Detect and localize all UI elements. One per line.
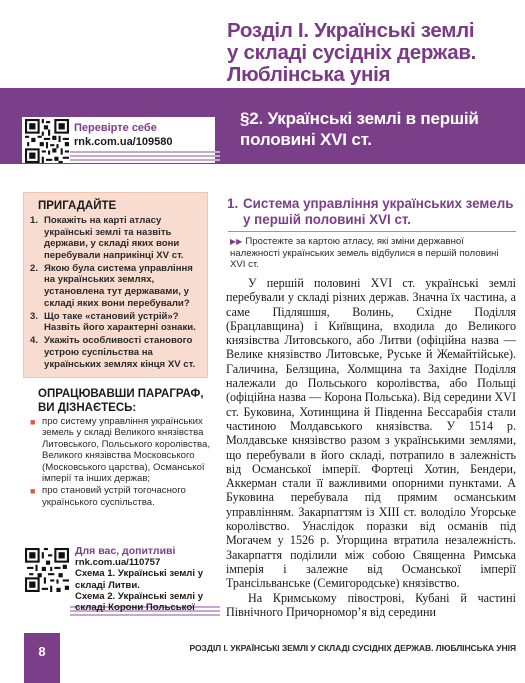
- item-text: Укажіть особливості станового устрою суспільства на українських землях кінця XV ст.: [44, 335, 196, 370]
- chapter-title-line: Розділ І. Українські землі: [227, 19, 475, 42]
- qr-code-icon[interactable]: [25, 548, 69, 592]
- subsection-number: 1.: [227, 196, 239, 211]
- list-item: [30, 335, 205, 370]
- item-text: Що таке «становий устрій»? Назвіть його характерні ознаки.: [44, 310, 196, 334]
- section-title-line-1: [240, 108, 515, 129]
- list-item: [30, 416, 210, 484]
- item-number: 3.: [30, 310, 39, 322]
- curious-title: Для вас, допитливі: [75, 545, 176, 557]
- check-yourself-label: Перевірте себе: [74, 122, 157, 134]
- scheme-1-text: Українські землі у складі Литви.: [75, 568, 204, 591]
- check-yourself-link[interactable]: [74, 121, 172, 149]
- page-number: 8: [38, 644, 46, 659]
- item-number: 2.: [30, 262, 39, 274]
- chapter-title-line: у складі сусідніх держав.: [227, 41, 477, 64]
- curious-url[interactable]: rnk.com.ua/110757: [75, 557, 161, 569]
- scheme-1[interactable]: [75, 568, 205, 590]
- square-bullet-icon: ■: [30, 417, 36, 427]
- list-item: [30, 485, 210, 508]
- item-number: 1.: [30, 215, 39, 226]
- running-title: РОЗДІЛ І. УКРАЇНСЬКІ ЗЕМЛІ У СКЛАДІ СУСІДНІХ ДЕРЖАВ. ЛЮБЛІНСЬКА УНІЯ: [189, 643, 516, 653]
- chapter-title-line: Люблінська унія: [227, 63, 391, 86]
- paragraph: У першій половині XVI ст. українські землі перебували у складі різних держав. Значна їх частина, а саме Підляшшя, Волинь, Східне Поділля (Брацлавщина) і Київщина, входила до Великого князівства Литовського, або Литви (офіційна назва — Велике князівство Литовське, Руське й Жемайтійське). Галичина, Белзщина, Холмщина та Західне Поділля належали до Польського королівства, або Польщі (офіційна назва — Корона Польська). Від середини XVI ст. Буковина, Хотинщина й Південна Бессарабія стали частиною Молдавського князівства. У 1514 р. Молдавське князівство разом з українськими землями, що перебували в його складі, потрапило в залежність від Османської імперії. Фортеці Хотин, Бендери, Аккерман стали її важливими опорними пунктами. А Буковина перебувала під прямим османським управлінням. Закарпаттям із XIII ст. володіло Угорське королівство. Унаслідок поразки від османів під Могачем у 1526 р. Угорщина втратила незалежність. Закарпаття поділили між собою Священна Римська імперія і залежне від Османської імперії Трансільванське (Семигородське) князівство.: [226, 276, 516, 591]
- task-text: Простежте за картою атласу, які зміни державної належності українських земель відбулися в першій половині XVI ст.: [230, 236, 499, 271]
- paragraph: На Кримському півострові, Кубані й частині Північного Причорномор’я від середини: [226, 590, 516, 619]
- remember-list: [30, 215, 205, 372]
- check-yourself-url[interactable]: rnk.com.ua/109580: [74, 136, 173, 148]
- list-item: [30, 215, 205, 261]
- chapter-title: [227, 20, 517, 86]
- remember-heading: ПРИГАДАЙТЕ: [38, 200, 117, 212]
- scheme-2-text: Українські землі у складі Корони Польської: [75, 590, 204, 614]
- square-bullet-icon: ■: [30, 486, 36, 497]
- decorative-stripes: [70, 151, 220, 163]
- subsection-title-line-1: Система управління українських земель: [243, 196, 514, 211]
- list-item: [30, 263, 205, 309]
- subsection-title: [227, 196, 517, 228]
- scheme-2[interactable]: [75, 591, 205, 613]
- item-text: Покажіть на карті атласу українські землі та назвіть держави, у складі яких вони перебували наприкінці XV ст.: [44, 215, 184, 261]
- learn-list: [30, 416, 210, 509]
- learn-heading: ОПРАЦЮВАВШИ ПАРАГРАФ, ВИ ДІЗНАЄТЕСЬ:: [38, 388, 204, 414]
- item-text: про систему управління українських земель у складі Великого князівства Литовського, Польського королівства, Великого князівства Московського (Московського царства), Османської імперії та інших держав;: [42, 416, 210, 485]
- section-title-line-2: половині XVI ст.: [240, 130, 372, 149]
- item-text: про становий устрій тогочасного українського суспільства.: [42, 485, 186, 508]
- section-title: [240, 108, 515, 150]
- body-text: [226, 276, 516, 619]
- scheme-2-label: Схема 2.: [75, 590, 116, 602]
- double-arrow-icon: ▶▶: [230, 237, 243, 246]
- section-title-text: Українські землі в першій: [267, 109, 479, 128]
- curious-text: [75, 546, 205, 613]
- qr-code-icon[interactable]: [25, 119, 69, 163]
- divider: [228, 231, 516, 232]
- item-number: 4.: [30, 335, 39, 347]
- item-text: Якою була система управління на українських землях, установлена тут державами, у складі яких вони перебували?: [44, 262, 193, 309]
- scheme-1-label: Схема 1.: [75, 568, 116, 580]
- section-number: §2.: [240, 109, 264, 128]
- subsection-title-line-2: у першій половині XVI ст.: [243, 212, 412, 227]
- list-item: [30, 311, 205, 334]
- task-note: [230, 236, 510, 271]
